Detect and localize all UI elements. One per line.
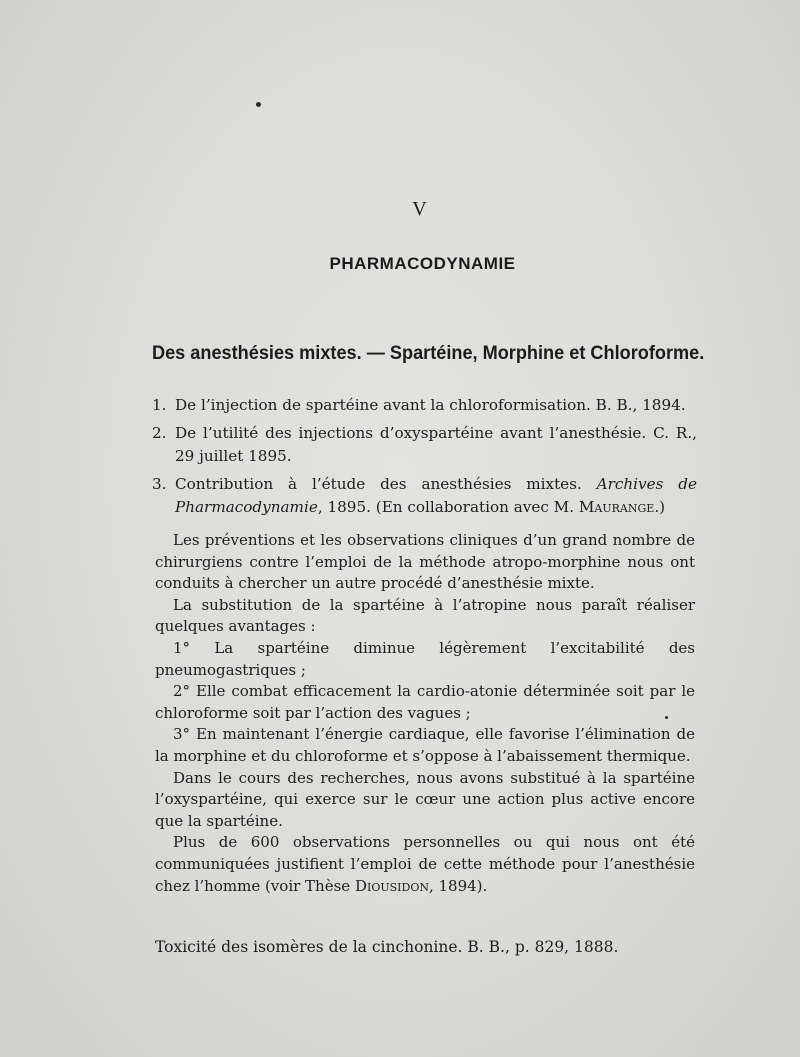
- reference-list: [152, 394, 697, 524]
- paragraph-text-end: , 1894).: [428, 876, 488, 895]
- paragraph: 1° La spartéine diminue légèrement l’excitabilité des pneumogastriques ;: [155, 638, 695, 679]
- footer-entry: Toxicité des isomères de la cinchonine. B. B., p. 829, 1888.: [155, 938, 619, 956]
- journal-name: Archives de Pharmacodynamie: [175, 475, 697, 516]
- paragraph-text: Plus de 600 observations personnelles ou qui nous ont été communiquées justifient l’emploi de cette méthode pour l’anesthésie chez l’homme (voir Thèse: [155, 833, 695, 895]
- reference-text: De l’injection de spartéine avant la chloroformisation. B. B., 1894.: [175, 396, 686, 414]
- ink-speck: [256, 102, 261, 107]
- reference-text: De l’utilité des injections d’oxyspartéine avant l’anesthésie. C. R., 29 juillet 1895.: [175, 424, 697, 465]
- reference-closing: .): [654, 498, 666, 516]
- paragraph: [155, 832, 695, 897]
- paragraph: 2° Elle combat efficacement la cardio-atonie déterminée soit par le chloroforme soit par l’action des vagues ;: [155, 682, 695, 722]
- reference-item: [152, 422, 697, 468]
- reference-item: [152, 473, 697, 519]
- paragraph: Les préventions et les observations cliniques d’un grand nombre de chirurgiens contre l’emploi de la méthode atropo-morphine nous ont conduits à chercher un autre procédé d’anesthésie mixte.: [155, 531, 695, 593]
- reference-text: Contribution à l’étude des anesthésies mixtes.: [175, 475, 582, 493]
- paragraph: La substitution de la spartéine à l’atropine nous paraît réaliser quelques avantages :: [155, 595, 695, 636]
- reference-text-after: , 1895. (En collaboration avec M.: [317, 498, 575, 516]
- reference-number: 3.: [152, 475, 167, 493]
- collaborator-name: Maurange: [578, 498, 655, 516]
- paragraph: 3° En maintenant l’énergie cardiaque, elle favorise l’élimination de la morphine et du chloroforme et s’oppose à l’abaissement thermique.: [155, 725, 695, 765]
- reference-item: [152, 394, 697, 417]
- reference-number: 2.: [152, 424, 167, 442]
- section-number: V: [412, 198, 428, 220]
- section-title: PHARMACODYNAMIE: [329, 254, 516, 273]
- thesis-author: Diousidon: [354, 876, 429, 895]
- entry-heading: Des anesthésies mixtes. — Spartéine, Morphine et Chloroforme.: [152, 342, 705, 364]
- paragraph: Dans le cours des recherches, nous avons substitué à la spartéine l’oxyspartéine, qui exerce sur le cœur une action plus active encore que la spartéine.: [155, 768, 695, 830]
- body-text: [155, 530, 695, 897]
- reference-number: 1.: [152, 396, 167, 414]
